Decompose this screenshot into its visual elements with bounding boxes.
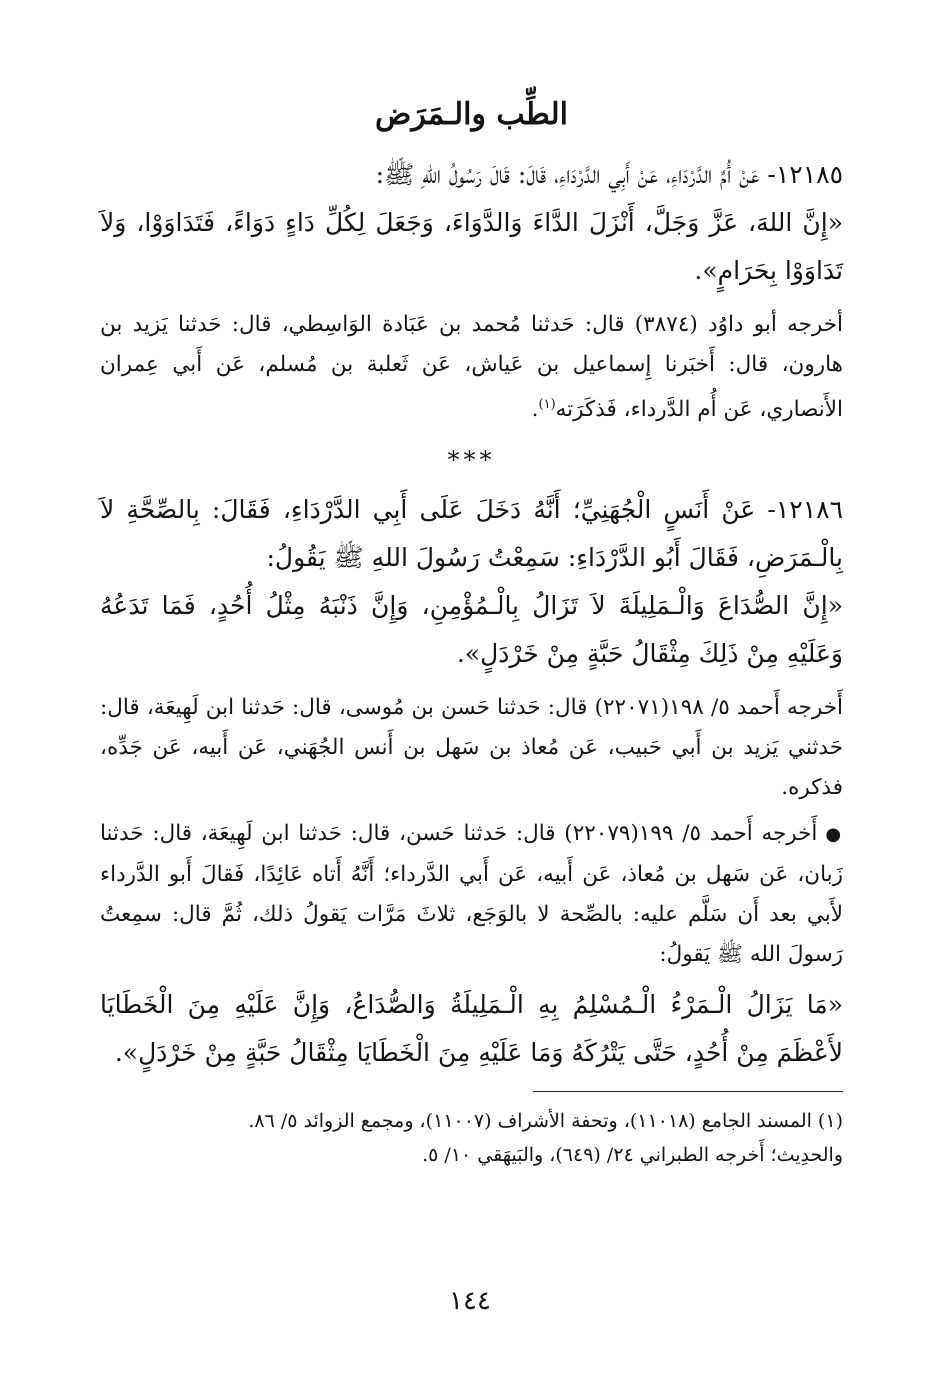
hadith-12186-source-2-text: أَخرجه أَحمد ٥/ ١٩٩(٢٢٠٧٩) قال: حَدثنا حَسن، قال: حَدثنا ابن لَهِيعَة، قال: حَدثنا زَبان، عَن سَهل بن مُعاذ، عَن أَبيه، عَن أَبي الدَّرداء؛ أَنَّهُ أَتاه عَائِدًا، فَقالَ أَبو الدَّرداء لأَبي بعد أَن سَلَّم عليه: بالصِّحة لا بالوَجَع، ثلاثَ مَرَّات يَقولُ ذلك، ثُمَّ قال: سمِعتُ رَسولَ الله ﷺ يَقولُ: bbox=[100, 821, 843, 968]
hadith-12186-source-1: أَخرجه أَحمد ٥/ ١٩٨(٢٢٠٧١) قال: حَدثنا حَسن بن مُوسى، قال: حَدثنا ابن لَهِيعَة، قال: حَدثني يَزيد بن أَبي حَبيب، عَن مُعاذ بن سَهل بن أَنس الجُهَني، عَن أَبيه، عَن جَدِّه، فذكره. bbox=[100, 695, 843, 801]
section-separator: *** bbox=[447, 446, 496, 475]
page-title: الطِّب والـمَرَض bbox=[375, 97, 568, 132]
footnote-1: (١) المسند الجامع (١١٠١٨)، وتحفة الأشراف (١١٠٠٧)، ومجمع الزوائد ٥/ ٨٦. bbox=[248, 1110, 843, 1133]
footnote-ref-1[interactable]: (١) bbox=[538, 397, 556, 412]
page-number: ١٤٤ bbox=[449, 1286, 491, 1316]
hadith-12186-lead: ١٢١٨٦- عَنْ أَنَسٍ الْجُهَنِيِّ؛ أَنَّهُ دَخَلَ عَلَى أَبِي الدَّرْدَاءِ، فَقَالَ: بِالصِّحَّةِ لاَ بِالْـمَرَضِ، فَقَالَ أَبُو الدَّرْدَاءِ: سَمِعْتُ رَسُولَ اللهِ ﷺ يَقُولُ: bbox=[100, 495, 843, 573]
hadith-12185-source-text: أخرجه أبو داوُد (٣٨٧٤) قال: حَدثنا مُحمد بن عَبَادة الوَاسِطي، قال: حَدثنا يَزيد بن هارون، قال: أَخبَرنا إِسماعيل بن عَياش، عَن ثَعلبة بن مُسلم، عَن أَبي عِمران الأَنصاري، عَن أُم الدَّرداء، فَذكَرَته bbox=[100, 312, 844, 423]
hadith-12186-source-2 bbox=[100, 814, 843, 975]
footnote-2: والحدِيث؛ أَخرجه الطبراني ٢٤/ (٦٤٩)، والبَيهَقي ١٠/ ٥. bbox=[422, 1144, 843, 1167]
hadith-12185-text: «إِنَّ اللهَ، عَزَّ وَجَلَّ، أَنْزَلَ الدَّاءَ وَالدَّوَاءَ، وَجَعَلَ لِكُلِّ دَاءٍ دَوَاءً، فَتَدَاوَوْا، وَلاَ تَدَاوَوْا بِحَرَامٍ». bbox=[100, 208, 843, 285]
bullet-icon: ● bbox=[825, 824, 843, 846]
hadith-12185-source: أخرجه أبو داوُد (٣٨٧٤) قال: حَدثنا مُحمد بن عَبَادة الوَاسِطي، قال: حَدثنا يَزيد بن هارون، قال: أَخبَرنا إِسماعيل بن عَياش، عَن ثَعلبة بن مُسلم، عَن أَبي عِمران الأَنصاري، عَن أُم الدَّرداء، فَذكَرَته$^{(١)}$. bbox=[100, 312, 844, 423]
footnote-divider bbox=[533, 1091, 843, 1092]
hadith-12186-text: «إِنَّ الصُّدَاعَ وَالْـمَلِيلَةَ لاَ تَزَالُ بِالْـمُؤْمِنِ، وَإِنَّ ذَنْبَهُ مِثْلُ أُحُدٍ، فَمَا تَدَعُهُ وَعَلَيْهِ مِنْ ذَلِكَ مِثْقَالُ حَبَّةٍ مِنْ خَرْدَلٍ». bbox=[100, 591, 843, 669]
hadith-12186-text-2: «مَا يَزَالُ الْـمَرْءُ الْـمُسْلِمُ بِهِ الْـمَلِيلَةُ وَالصُّدَاعُ، وَإِنَّ عَلَيْهِ مِنَ الْخَطَايَا لأَعْظَمَ مِنْ أُحُدٍ، حَتَّى يَتْرُكَهُ وَمَا عَلَيْهِ مِنَ الْخَطَايَا مِثْقَالُ حَبَّةٍ مِنْ خَرْدَلٍ». bbox=[100, 990, 843, 1068]
hadith-12186 bbox=[100, 486, 843, 1077]
footnotes bbox=[100, 1104, 843, 1172]
footnote-divider-wrap bbox=[100, 1091, 843, 1092]
hadith-12185-lead: ١٢١٨٥- عَنْ أُمِّ الدَّرْدَاءِ، عَنْ أَبِي الدَّرْدَاءِ، قَالَ: قَالَ رَسُولُ اللهِ ﷺ: bbox=[375, 160, 843, 189]
hadith-12185 bbox=[100, 151, 843, 430]
